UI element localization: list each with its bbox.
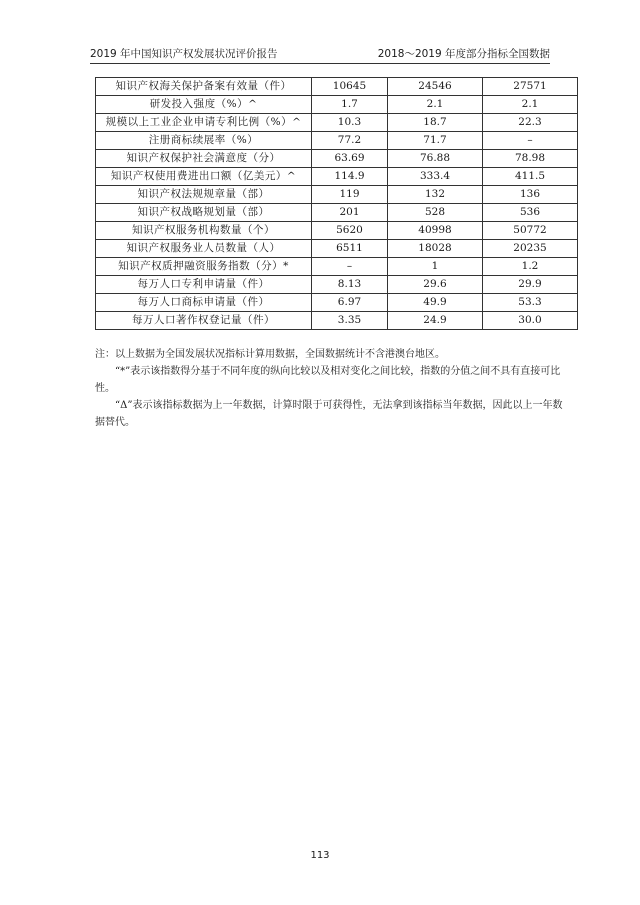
row-label: 知识产权海关保护备案有效量（件） <box>96 78 312 96</box>
row-value-col-3: 136 <box>483 186 578 204</box>
row-label: 知识产权使用费进出口额（亿美元）^ <box>96 168 312 186</box>
row-value-col-3: 27571 <box>483 78 578 96</box>
row-value-col-3: 411.5 <box>483 168 578 186</box>
row-label: 研发投入强度（%）^ <box>96 96 312 114</box>
table-row <box>96 114 578 132</box>
row-value-col-1: 119 <box>312 186 388 204</box>
indicator-table-body <box>96 78 578 330</box>
table-row <box>96 186 578 204</box>
header-report-title: 2019 年中国知识产权发展状况评价报告 <box>90 48 278 60</box>
row-value-col-1: 3.35 <box>312 312 388 330</box>
row-value-col-3: – <box>483 132 578 150</box>
table-row <box>96 258 578 276</box>
table-row <box>96 276 578 294</box>
row-value-col-1: 201 <box>312 204 388 222</box>
row-value-col-1: 77.2 <box>312 132 388 150</box>
table-row <box>96 150 578 168</box>
row-label: 注册商标续展率（%） <box>96 132 312 150</box>
row-value-col-1: – <box>312 258 388 276</box>
page-header <box>90 46 550 62</box>
header-section-title: 2018～2019 年度部分指标全国数据 <box>377 48 550 60</box>
row-value-col-3: 1.2 <box>483 258 578 276</box>
row-value-col-3: 22.3 <box>483 114 578 132</box>
row-label: 知识产权质押融资服务指数（分）* <box>96 258 312 276</box>
header-divider <box>90 63 550 64</box>
row-value-col-2: 49.9 <box>388 294 483 312</box>
table-row <box>96 78 578 96</box>
table-row <box>96 222 578 240</box>
row-value-col-3: 53.3 <box>483 294 578 312</box>
row-label: 知识产权保护社会满意度（分） <box>96 150 312 168</box>
row-value-col-3: 536 <box>483 204 578 222</box>
row-label: 知识产权服务业人员数量（人） <box>96 240 312 258</box>
page-number: 113 <box>310 850 330 861</box>
row-label: 知识产权战略规划量（部） <box>96 204 312 222</box>
row-label: 知识产权服务机构数量（个） <box>96 222 312 240</box>
table-row <box>96 312 578 330</box>
row-value-col-3: 29.9 <box>483 276 578 294</box>
row-label: 每万人口商标申请量（件） <box>96 294 312 312</box>
note-line-1: 注：以上数据为全国发展状况指标计算用数据，全国数据统计不含港澳台地区。 <box>95 349 445 360</box>
indicator-table <box>95 77 578 330</box>
row-value-col-1: 6511 <box>312 240 388 258</box>
row-label: 规模以上工业企业申请专利比例（%）^ <box>96 114 312 132</box>
row-value-col-2: 528 <box>388 204 483 222</box>
row-value-col-3: 2.1 <box>483 96 578 114</box>
row-value-col-1: 5620 <box>312 222 388 240</box>
row-value-col-2: 132 <box>388 186 483 204</box>
row-value-col-2: 29.6 <box>388 276 483 294</box>
row-value-col-3: 50772 <box>483 222 578 240</box>
row-value-col-2: 18.7 <box>388 114 483 132</box>
row-value-col-1: 63.69 <box>312 150 388 168</box>
row-value-col-1: 10.3 <box>312 114 388 132</box>
row-value-col-3: 30.0 <box>483 312 578 330</box>
table-row <box>96 96 578 114</box>
row-value-col-1: 8.13 <box>312 276 388 294</box>
note-line-2: “*”表示该指数得分基于不同年度的纵向比较以及相对变化之间比较，指数的分值之间不具有直接可比性。 <box>95 366 561 394</box>
table-row <box>96 168 578 186</box>
row-value-col-2: 1 <box>388 258 483 276</box>
row-label: 每万人口著作权登记量（件） <box>96 312 312 330</box>
row-value-col-2: 71.7 <box>388 132 483 150</box>
row-label: 每万人口专利申请量（件） <box>96 276 312 294</box>
row-value-col-2: 333.4 <box>388 168 483 186</box>
row-label: 知识产权法规规章量（部） <box>96 186 312 204</box>
table-row <box>96 132 578 150</box>
row-value-col-1: 10645 <box>312 78 388 96</box>
table-row <box>96 204 578 222</box>
table-row <box>96 294 578 312</box>
notes-block <box>95 346 565 431</box>
row-value-col-2: 24.9 <box>388 312 483 330</box>
row-value-col-3: 20235 <box>483 240 578 258</box>
row-value-col-1: 114.9 <box>312 168 388 186</box>
row-value-col-2: 24546 <box>388 78 483 96</box>
note-line-3: “Δ”表示该指标数据为上一年数据，计算时限于可获得性，无法拿到该指标当年数据，因此以上一年数据替代。 <box>95 400 563 428</box>
row-value-col-1: 1.7 <box>312 96 388 114</box>
row-value-col-2: 18028 <box>388 240 483 258</box>
row-value-col-3: 78.98 <box>483 150 578 168</box>
row-value-col-2: 76.88 <box>388 150 483 168</box>
row-value-col-1: 6.97 <box>312 294 388 312</box>
table-row <box>96 240 578 258</box>
row-value-col-2: 2.1 <box>388 96 483 114</box>
row-value-col-2: 40998 <box>388 222 483 240</box>
